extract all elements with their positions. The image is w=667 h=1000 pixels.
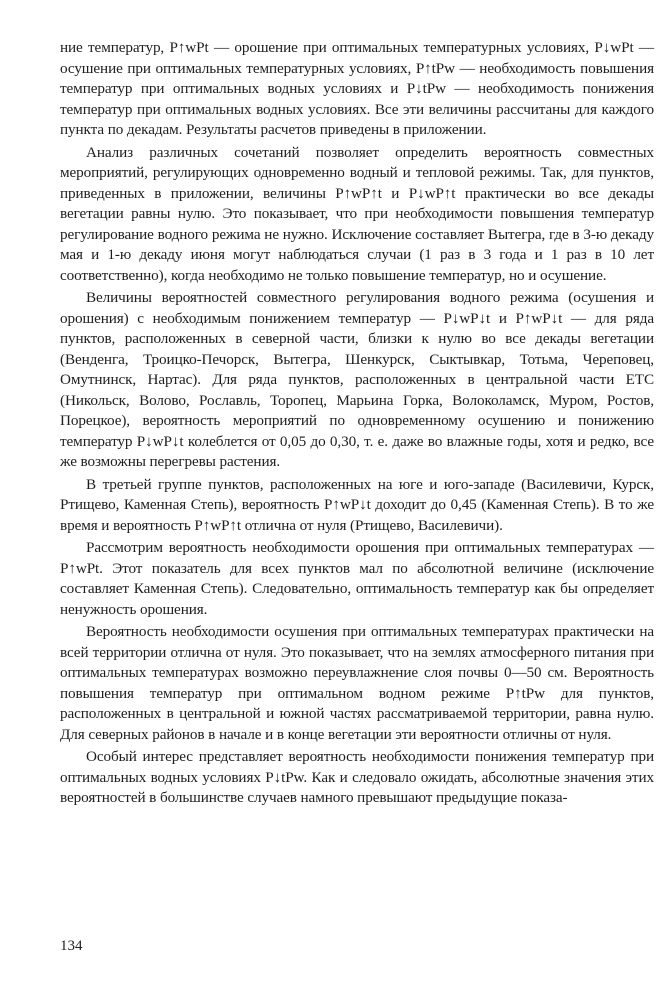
page-text [60,38,654,809]
paragraph-3: Величины вероятностей совместного регулирования водного режима (осушения и орошения) с необходимым понижением температур — P↓wP↓t и P↑wP↓t — для ряда пунктов, расположенных в северной части, близки к нулю во все декады вегетации (Венденга, Троицко-Печорск, Вытегра, Шенкурск, Сыктывкар, Тотьма, Череповец, Омутнинск, Нартас). Для ряда пунктов, расположенных в центральной части ЕТС (Никольск, Волово, Рославль, Торопец, Марьина Горка, Волоколамск, Муром, Ростов, Порецкое), вероятность мероприятий по одновременному осушению и понижению температур P↓wP↓t колеблется от 0,05 до 0,30, т. е. даже во влажные годы, хотя и редко, все же возможны перегревы растения. [60,289,654,470]
paragraph-5: Рассмотрим вероятность необходимости орошения при оптимальных температурах — P↑wPt. Этот показатель для всех пунктов мал по абсолютной величине (исключение составляет Каменная Степь). Следовательно, оптимальность температур как бы определяет ненужность орошения. [60,539,654,618]
paragraph-2: Анализ различных сочетаний позволяет определить вероятность совместных мероприятий, регулирующих одновременно водный и тепловой режимы. Так, для пунктов, приведенных в приложении, величины P↑wP↑t и P↓wP↑t практически во все декады вегетации равны нулю. Это показывает, что при необходимости повышения температур регулирование водного режима не нужно. Исключение составляет Вытегра, где в 3-ю декаду мая и 1-ю декаду июня могут наблюдаться случаи (1 раз в 3 года и 1 раз в 10 лет соответственно), когда необходимо не только повышение температур, но и осушение. [60,143,654,284]
paragraph-4: В третьей группе пунктов, расположенных на юге и юго-западе (Василевичи, Курск, Ртищево, Каменная Степь), вероятность P↑wP↓t доходит до 0,45 (Каменная Степь). В то же время и вероятность P↑wP↑t отлична от нуля (Ртищево, Василевичи). [60,475,654,534]
page-number: 134 [60,938,83,954]
paragraph-7: Особый интерес представляет вероятность необходимости понижения температур при оптимальных водных условиях P↓tPw. Как и следовало ожидать, абсолютные значения этих вероятностей в большинстве случаев намного превышают предыдущие показа- [60,748,654,806]
paragraph-6: Вероятность необходимости осушения при оптимальных температурах практически на всей территории отлична от нуля. Это показывает, что на землях атмосферного питания при оптимальных температурах возможно переувлажнение слоя почвы 0—50 см. Вероятность повышения температур при оптимальном водном режиме P↑tPw для пунктов, расположенных в центральной и южной частях рассматриваемой территории, равна нулю. Для северных районов в начале и в конце вегетации эти вероятности отличны от нуля. [60,623,654,743]
paragraph-1: ние температур, P↑wPt — орошение при оптимальных температурных условиях, P↓wPt — осушение при оптимальных температурных условиях, P↑tPw — необходимость повышения температур при оптимальных водных условиях и P↓tPw — необходимость понижения температур при оптимальных водных условиях. Все эти величины рассчитаны для каждого пункта по декадам. Результаты расчетов приведены в приложении. [60,39,654,138]
